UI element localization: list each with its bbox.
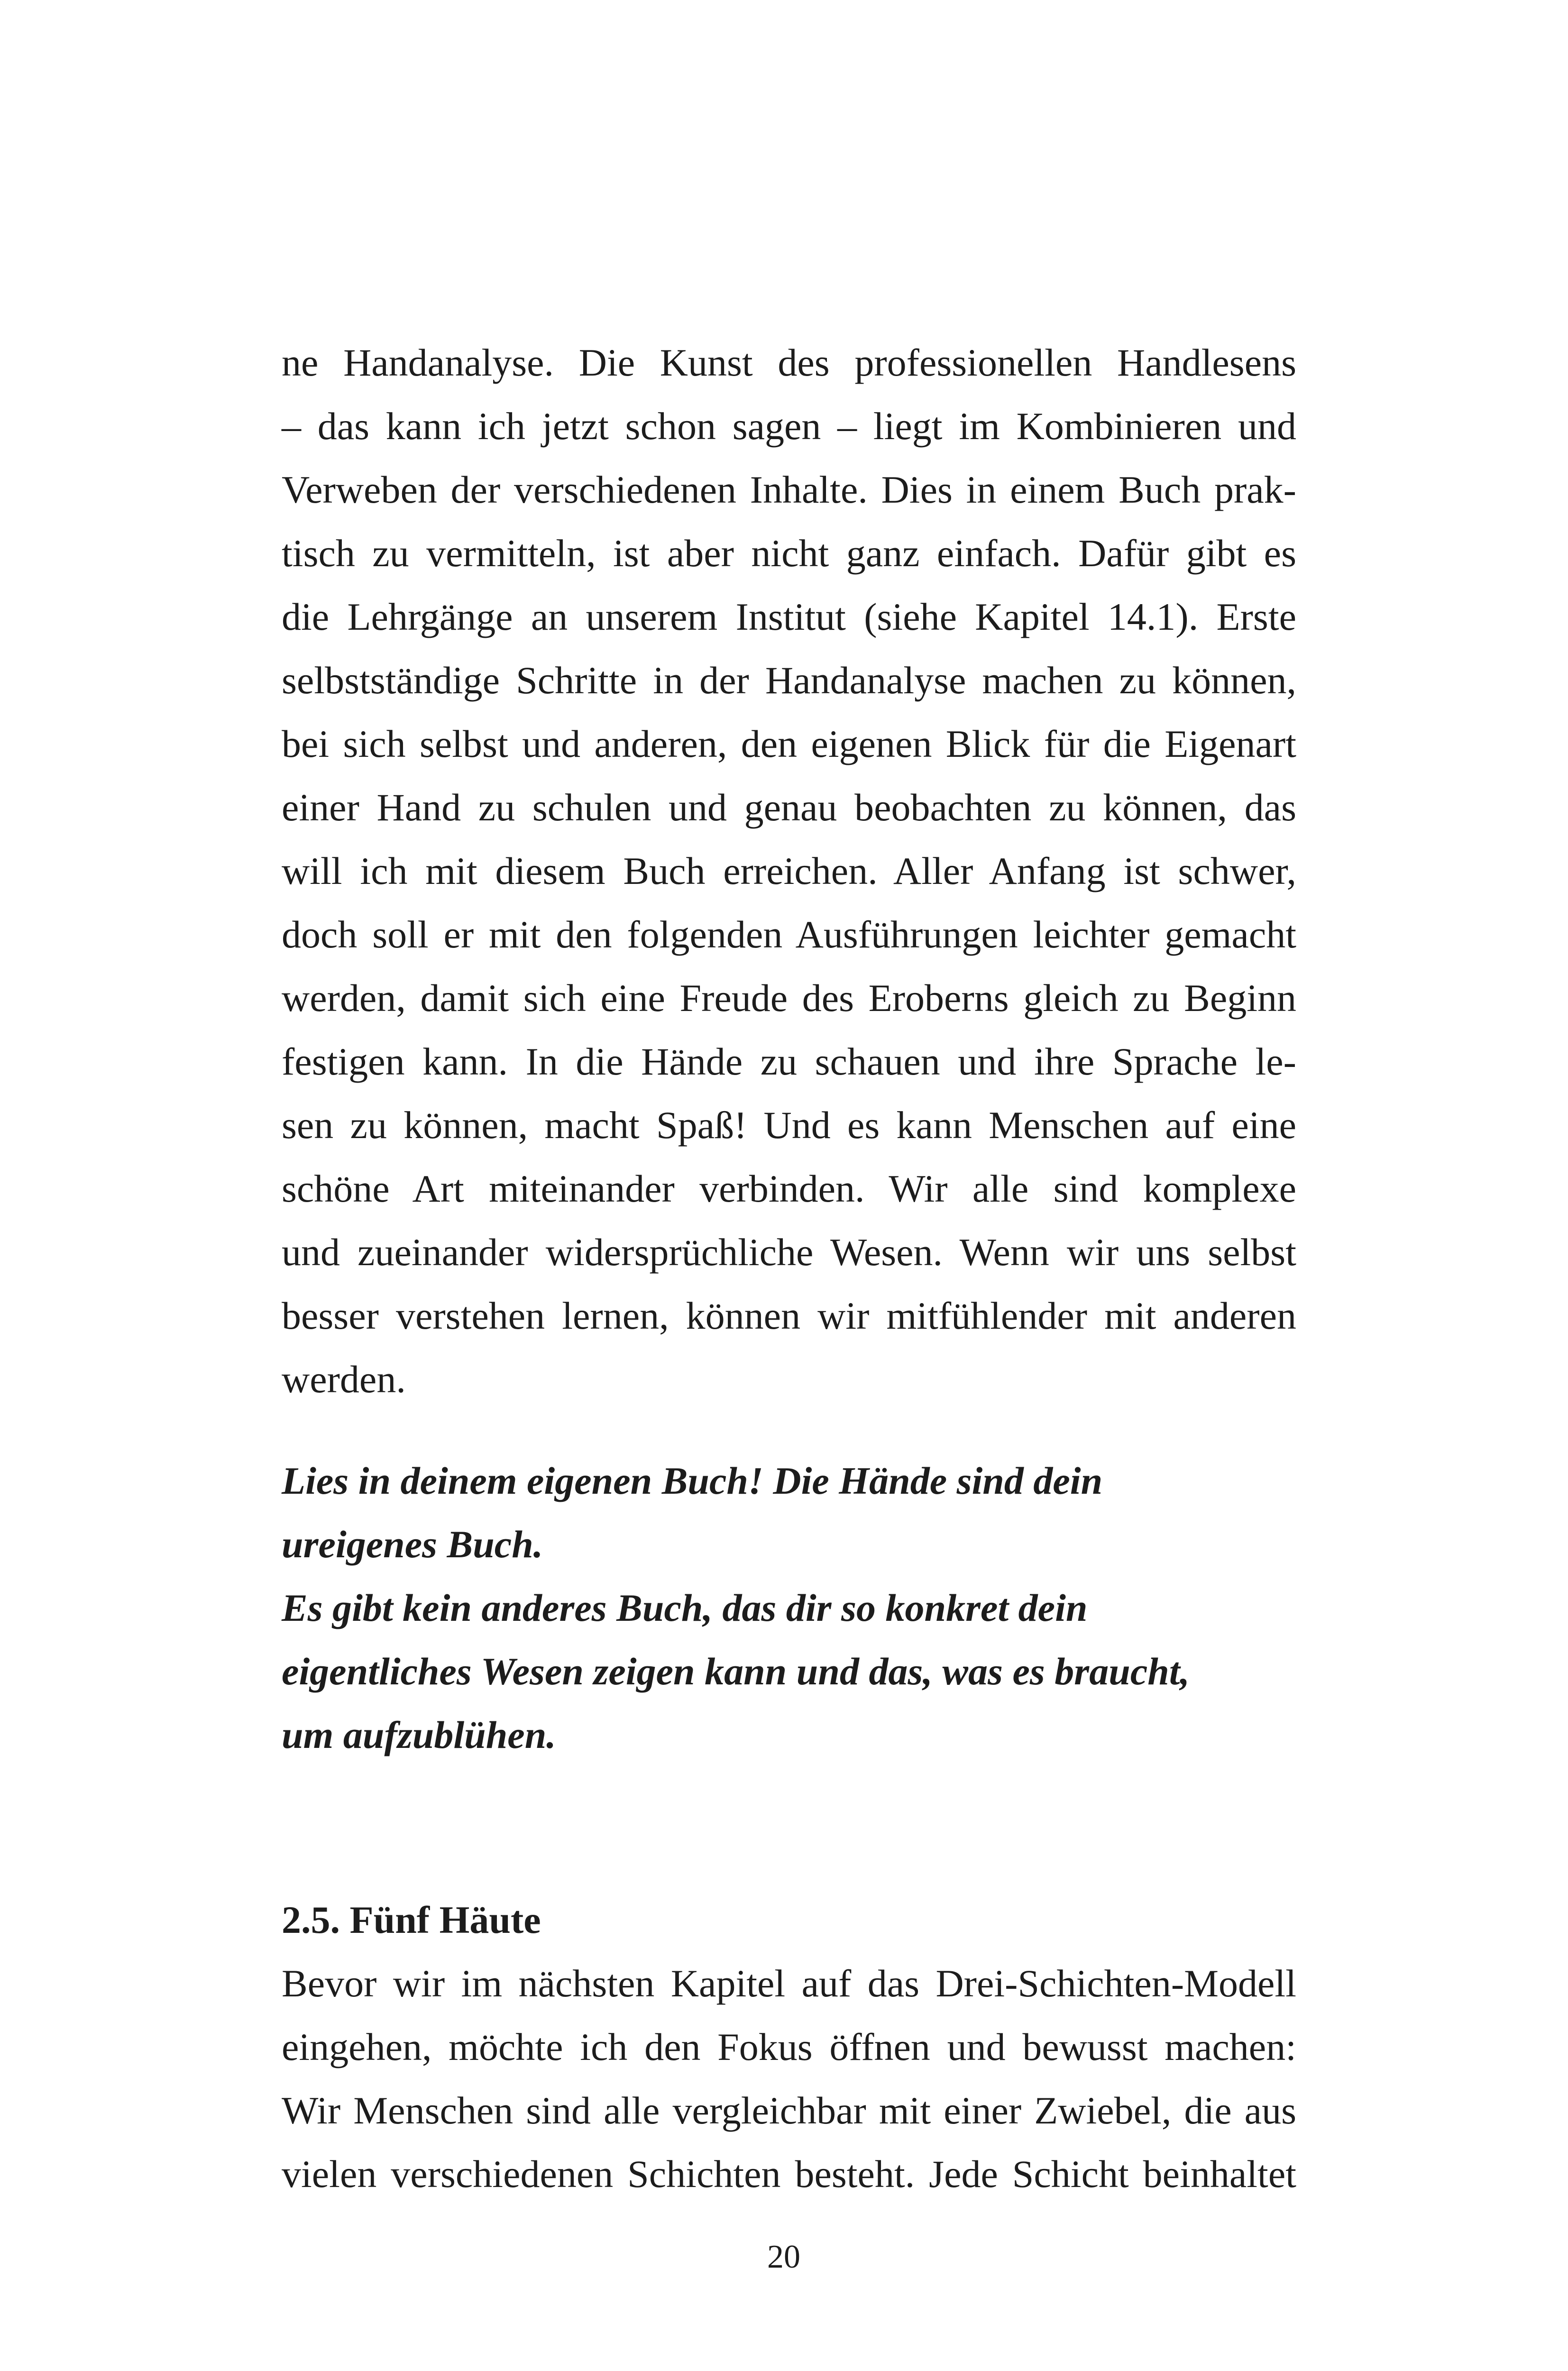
text-line: – das kann ich jetzt schon sagen – liegt im Kombinieren und [282, 404, 1296, 448]
text-line: sen zu können, macht Spaß! Und es kann Menschen auf eine [282, 1103, 1296, 1147]
text-line: werden. [282, 1358, 406, 1401]
text-line: schöne Art miteinander verbinden. Wir alle sind komplexe [282, 1167, 1296, 1210]
quote-line: Lies in deinem eigenen Buch! Die Hände sind dein [282, 1459, 1103, 1502]
text-line: doch soll er mit den folgenden Ausführungen leichter gemacht [282, 913, 1296, 956]
quote-line: Es gibt kein anderes Buch, das dir so konkret dein [282, 1586, 1088, 1629]
text-line: besser verstehen lernen, können wir mitfühlender mit anderen [282, 1294, 1296, 1337]
section-heading: 2.5. Fünf Häute [282, 1898, 541, 1941]
text-line: und zueinander widersprüchliche Wesen. Wenn wir uns selbst [282, 1231, 1296, 1274]
text-line: ne Handanalyse. Die Kunst des professionellen Handlesens [282, 341, 1296, 384]
quote-line: ureigenes Buch. [282, 1523, 543, 1566]
text-line: Wir Menschen sind alle vergleichbar mit einer Zwiebel, die aus [282, 2089, 1296, 2132]
text-line: einer Hand zu schulen und genau beobachten zu können, das [282, 786, 1296, 829]
quote-line: um aufzublühen. [282, 1713, 556, 1756]
quote-line: eigentliches Wesen zeigen kann und das, was es braucht, [282, 1650, 1190, 1693]
text-line: selbstständige Schritte in der Handanalyse machen zu können, [282, 659, 1296, 702]
text-line: werden, damit sich eine Freude des Eroberns gleich zu Beginn [282, 976, 1296, 1020]
page-number: 20 [767, 2239, 800, 2275]
text-line: bei sich selbst und anderen, den eigenen Blick für die Eigenart [282, 722, 1296, 765]
text-line: festigen kann. In die Hände zu schauen und ihre Sprache le- [282, 1040, 1296, 1083]
text-line: Verweben der verschiedenen Inhalte. Dies in einem Buch prak- [282, 468, 1296, 511]
text-line: Bevor wir im nächsten Kapitel auf das Drei-Schichten-Modell [282, 1962, 1296, 2005]
text-line: die Lehrgänge an unserem Institut (siehe Kapitel 14.1). Erste [282, 595, 1296, 638]
text-line: eingehen, möchte ich den Fokus öffnen und bewusst machen: [282, 2025, 1296, 2068]
text-line: will ich mit diesem Buch erreichen. Aller Anfang ist schwer, [282, 849, 1296, 892]
text-line: tisch zu vermitteln, ist aber nicht ganz einfach. Dafür gibt es [282, 532, 1296, 575]
text-line: vielen verschiedenen Schichten besteht. Jede Schicht beinhaltet [282, 2152, 1296, 2196]
